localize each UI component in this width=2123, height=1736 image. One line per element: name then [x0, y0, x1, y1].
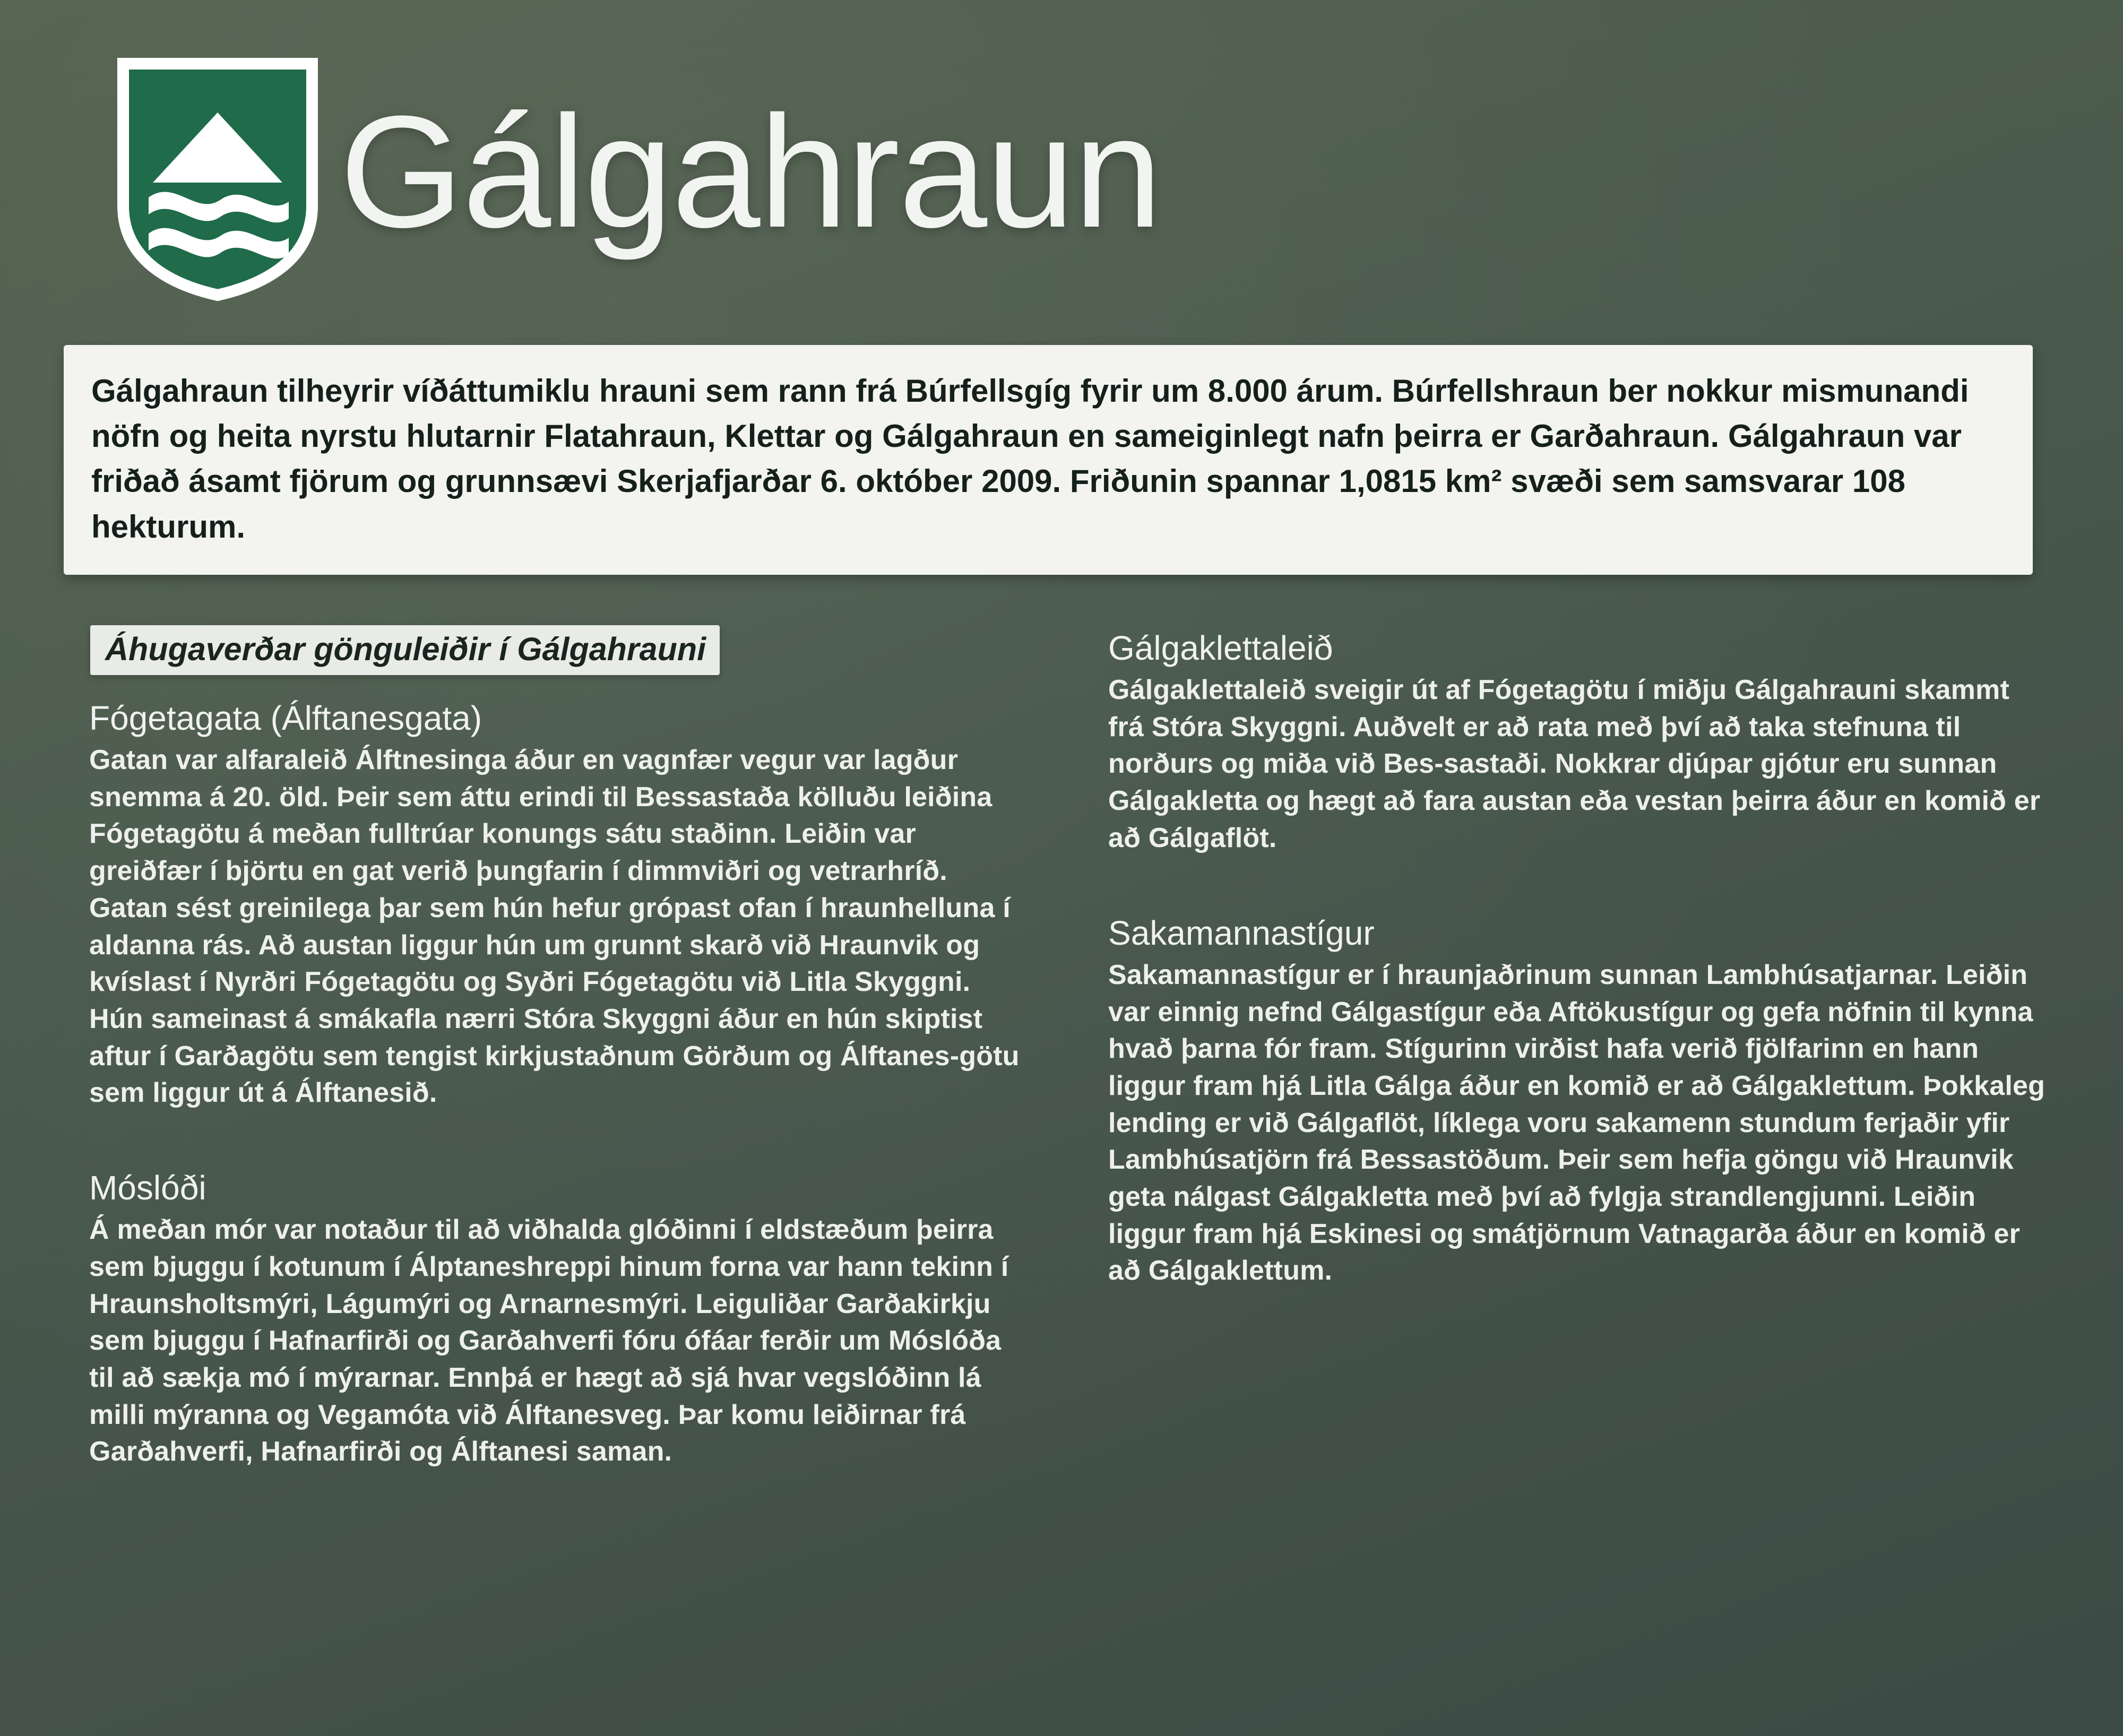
section-body-fogetagata: Gatan var alfaraleið Álftnesinga áður en vagnfær vegur var lagður snemma á 20. öld. Þeir sem áttu erindi til Bessastaða kölluðu leiðina Fógetagötu á meðan fulltrúar konungs sátu staðinn. Leiðin var greiðfær í björtu en gat verið þungfarin í dimmviðri og vetrarhríð. Gatan sést greinilega þar sem hún hefur grópast ofan í hraunhelluna í aldanna rás. Að austan liggur hún um grunnt skarð við Hraunvik og kvíslast í Nyrðri Fógetagötu og Syðri Fógetagötu við Litla Skyggni. Hún sameinast á smákafla nærri Stóra Skyggni áður en hún skiptist aftur í Garðagötu sem tengist kirkjustaðnum Görðum og Álftanes-götu sem liggur út á Álftanesið. [89, 745, 1020, 1109]
section-body-sakamannastigur: Sakamannastígur er í hraunjaðrinum sunnan Lambhúsatjarnar. Leiðin var einnig nefnd Gálgastígur eða Aftökustígur og gefa nöfnin til kynna hvað þarna fór fram. Stígurinn virðist hafa verið fjölfarinn en hann liggur fram hjá Litla Gálga áður en komið er að Gálgaklettum. Þokkaleg lending er við Gálgaflöt, líklega voru sakamenn stundum ferjaðir yfir Lambhúsatjörn frá Bessastöðum. Þeir sem hefja göngu við Hraunvik geta nálgast Gálgakletta með því að fylgja strandlengjunni. Leiðin liggur fram hjá Eskinesi og smátjörnum Vatnagarða áður en komið er að Gálgaklettum. [1108, 959, 2046, 1286]
section-spacer [80, 1112, 1030, 1145]
intro-text: Gálgahraun tilheyrir víðáttumiklu hrauni sem rann frá Búrfellsgíg fyrir um 8.000 árum. Búrfellshraun ber nokkur mismunandi nöfn og heita nyrstu hlutarnir Flatahraun, Klettar og Gálgahraun en sameiginlegt nafn þeirra er Garðahraun. Gálgahraun var friðað ásamt fjörum og grunnsævi Skerjafjarðar 6. október 2009. Friðunin spannar 1,0815 km² svæði sem samsvarar 108 hekturum. [91, 373, 1969, 545]
garðabær-coat-of-arms-icon [117, 57, 318, 301]
section-heading-galgaklettaleid: Gálgaklettaleið [1108, 628, 1333, 667]
intro-panel [64, 345, 2033, 575]
trails-banner: Áhugaverðar gönguleiðir í Gálgahrauni [90, 625, 720, 675]
section-body-galgaklettaleid: Gálgaklettaleið sveigir út af Fógetagötu í miðju Gálgahrauni skammt frá Stóra Skyggni. Auðvelt er að rata með því að taka stefnuna til norðurs og miða við Bes-sastaði. Nokkrar djúpar gjótur eru sunnan Gálgakletta og hægt að fara austan eða vestan þeirra áður en komið er að Gálgaflöt. [1108, 675, 2041, 853]
section-heading-moslodi: Móslóði [89, 1168, 206, 1207]
page-title: Gálgahraun [340, 82, 1161, 261]
section-heading-sakamannastigur: Sakamannastígur [1108, 913, 1375, 952]
left-column [80, 625, 1030, 1471]
section-body-moslodi: Á meðan mór var notaður til að viðhalda glóðinni í eldstæðum þeirra sem bjuggu í kotunum í Álptaneshreppi hinum forna var hann tekinn í Hraunsholtsmýri, Lágumýri og Arnarnesmýri. Leiguliðar Garðakirkju sem bjuggu í Hafnarfirði og Garðahverfi fóru ófáar ferðir um Móslóða til að sækja mó í mýrarnar. Ennþá er hægt að sjá hvar vegslóðinn lá milli mýranna og Vegamóta við Álftanesveg. Þar komu leiðirnar frá Garðahverfi, Hafnarfirði og Álftanesi saman. [89, 1214, 1009, 1467]
sign-header [0, 0, 2123, 329]
content-columns [0, 575, 2123, 1471]
section-heading-fogetagata: Fógetagata (Álftanesgata) [89, 698, 482, 737]
right-column [1099, 625, 2049, 1471]
section-spacer [1099, 857, 2049, 890]
